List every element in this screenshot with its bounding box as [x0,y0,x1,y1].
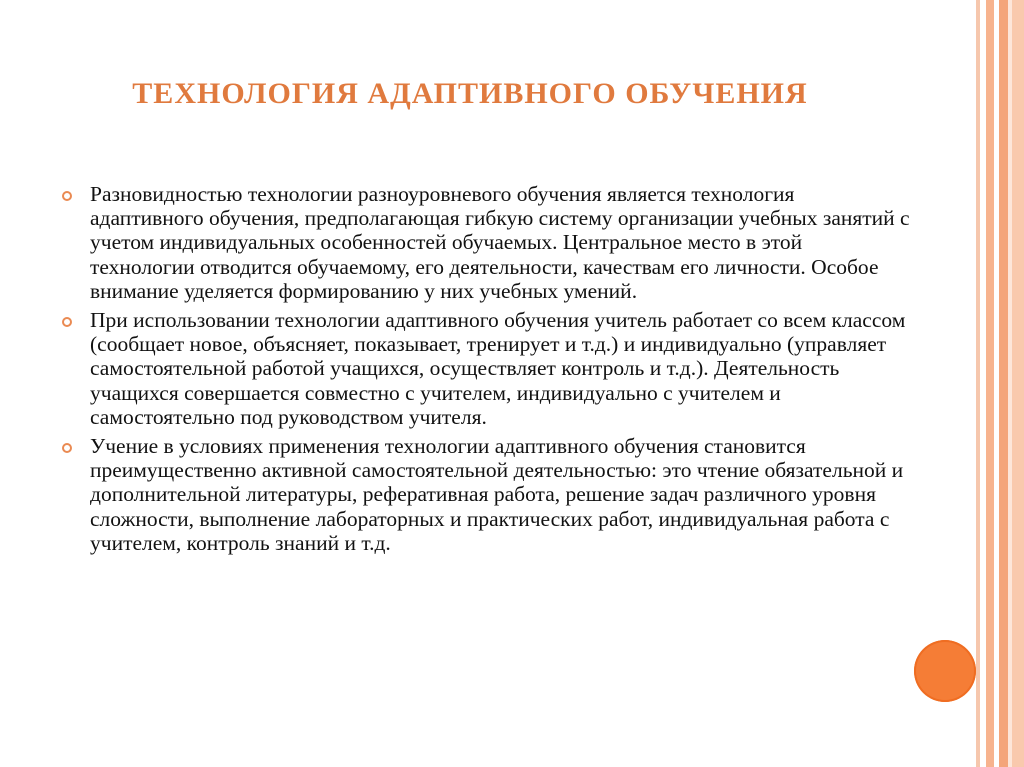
stripe [999,0,1008,767]
bullet-item [62,434,912,555]
bullet-list [62,182,912,560]
bullet-item [62,182,912,303]
bullet-text: При использовании технологии адаптивного обучения учитель работает со всем классом (сообщает новое, объясняет, показывает, тренирует и т.д.) и индивидуально (управляет самостоятельной работой учащихся, осуществляет контроль и т.д.). Деятельность учащихся совершается совместно с учителем, индивидуально с учителем и самостоятельно под руководством учителя. [90,308,906,429]
decorative-stripe-band [976,0,1024,767]
stripe [986,0,994,767]
bullet-circle-icon [62,443,72,453]
bullet-item [62,308,912,429]
decorative-orange-circle [914,640,976,702]
bullet-text: Учение в условиях применения технологии адаптивного обучения становится преимущественно активной самостоятельной деятельностью: это чтение обязательной и дополнительной литературы, реферативная работа, решение задач различного уровня сложности, выполнение лабораторных и практических работ, индивидуальная работа с учителем, контроль знаний и т.д. [90,434,904,555]
bullet-circle-icon [62,317,72,327]
slide-title: ТЕХНОЛОГИЯ АДАПТИВНОГО ОБУЧЕНИЯ [132,77,808,111]
bullet-text: Разновидностью технологии разноуровневого обучения является технология адаптивного обучения, предполагающая гибкую систему организации учебных занятий с учетом индивидуальных особенностей обучаемых. Центральное место в этой технологии отводится обучаемому, его деятельности, качествам его личности. Особое внимание уделяется формированию у них учебных умений. [90,182,910,303]
stripe [1012,0,1024,767]
bullet-circle-icon [62,191,72,201]
